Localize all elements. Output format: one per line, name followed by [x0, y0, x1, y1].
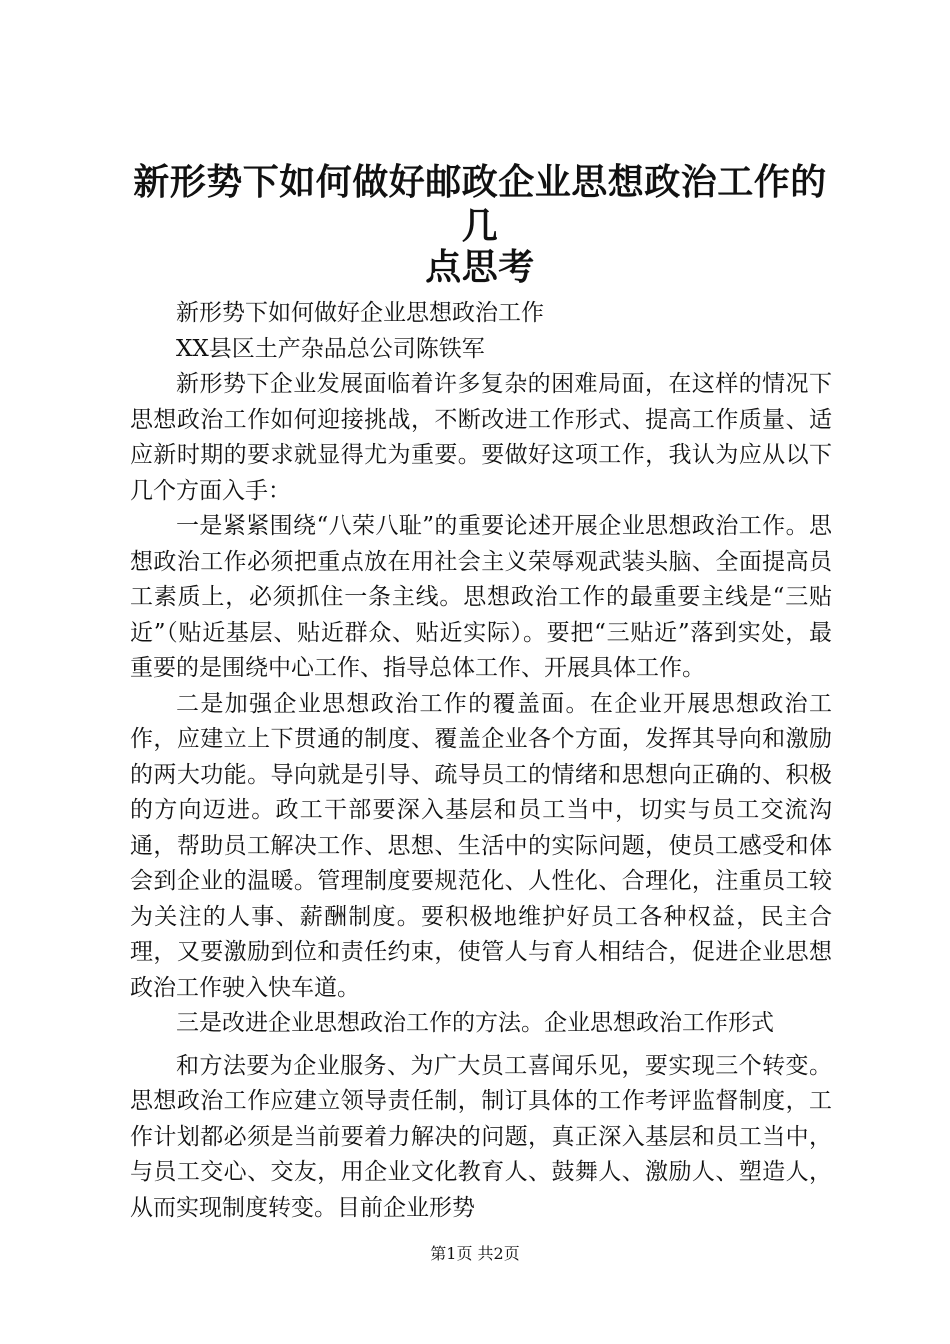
author-paragraph: XX县区土产杂品总公司陈铁军: [176, 335, 485, 362]
intro-paragraph: 新形势下企业发展面临着许多复杂的困难局面，在这样的情况下思想政治工作如何迎接挑战，不断改进工作形式、提高工作质量、适应新时期的要求就显得尤为重要。要做好这项工作，我认为应从以下几个方面入手：: [130, 371, 832, 504]
point-two-paragraph: 二是加强企业思想政治工作的覆盖面。在企业开展思想政治工作，应建立上下贯通的制度、覆盖企业各个方面，发挥其导向和激励的两大功能。导向就是引导、疏导员工的情绪和思想向正确的、积极的方向迈进。政工干部要深入基层和员工当中，切实与员工交流沟通，帮助员工解决工作、思想、生活中的实际问题，使员工感受和体会到企业的温暖。管理制度要规范化、人性化、合理化，注重员工较为关注的人事、薪酬制度。要积极地维护好员工各种权益，民主合理，又要激励到位和责任约束，使管人与育人相结合，促进企业思想政治工作驶入快车道。: [130, 690, 832, 1001]
subtitle-paragraph: 新形势下如何做好企业思想政治工作: [176, 300, 544, 326]
point-one-paragraph: 一是紧紧围绕“八荣八耻”的重要论述开展企业思想政治工作。思想政治工作必须把重点放在用社会主义荣辱观武装头脑、全面提高员工素质上，必须抓住一条主线。思想政治工作的最重要主线是“三贴近”（贴近基层、贴近群众、贴近实际）。要把“三贴近”落到实处，最重要的是围绕中心工作、指导总体工作、开展具体工作。: [130, 513, 832, 681]
point-three-continued-paragraph: 和方法要为企业服务、为广大员工喜闻乐见，要实现三个转变。思想政治工作应建立领导责任制，制订具体的工作考评监督制度，工作计划都必须是当前要着力解决的问题，真正深入基层和员工当中，与员工交心、交友，用企业文化教育人、鼓舞人、激励人、塑造人，从而实现制度转变。目前企业形势: [130, 1052, 832, 1221]
point-three-paragraph: 三是改进企业思想政治工作的方法。企业思想政治工作形式: [176, 1010, 774, 1036]
page-number-footer: 第1页 共2页: [430, 1244, 520, 1263]
document-title-line-1: 新形势下如何做好邮政企业思想政治工作的几: [133, 161, 827, 247]
document-body: [130, 296, 832, 1226]
document-title-line-2: 点思考: [425, 246, 535, 288]
